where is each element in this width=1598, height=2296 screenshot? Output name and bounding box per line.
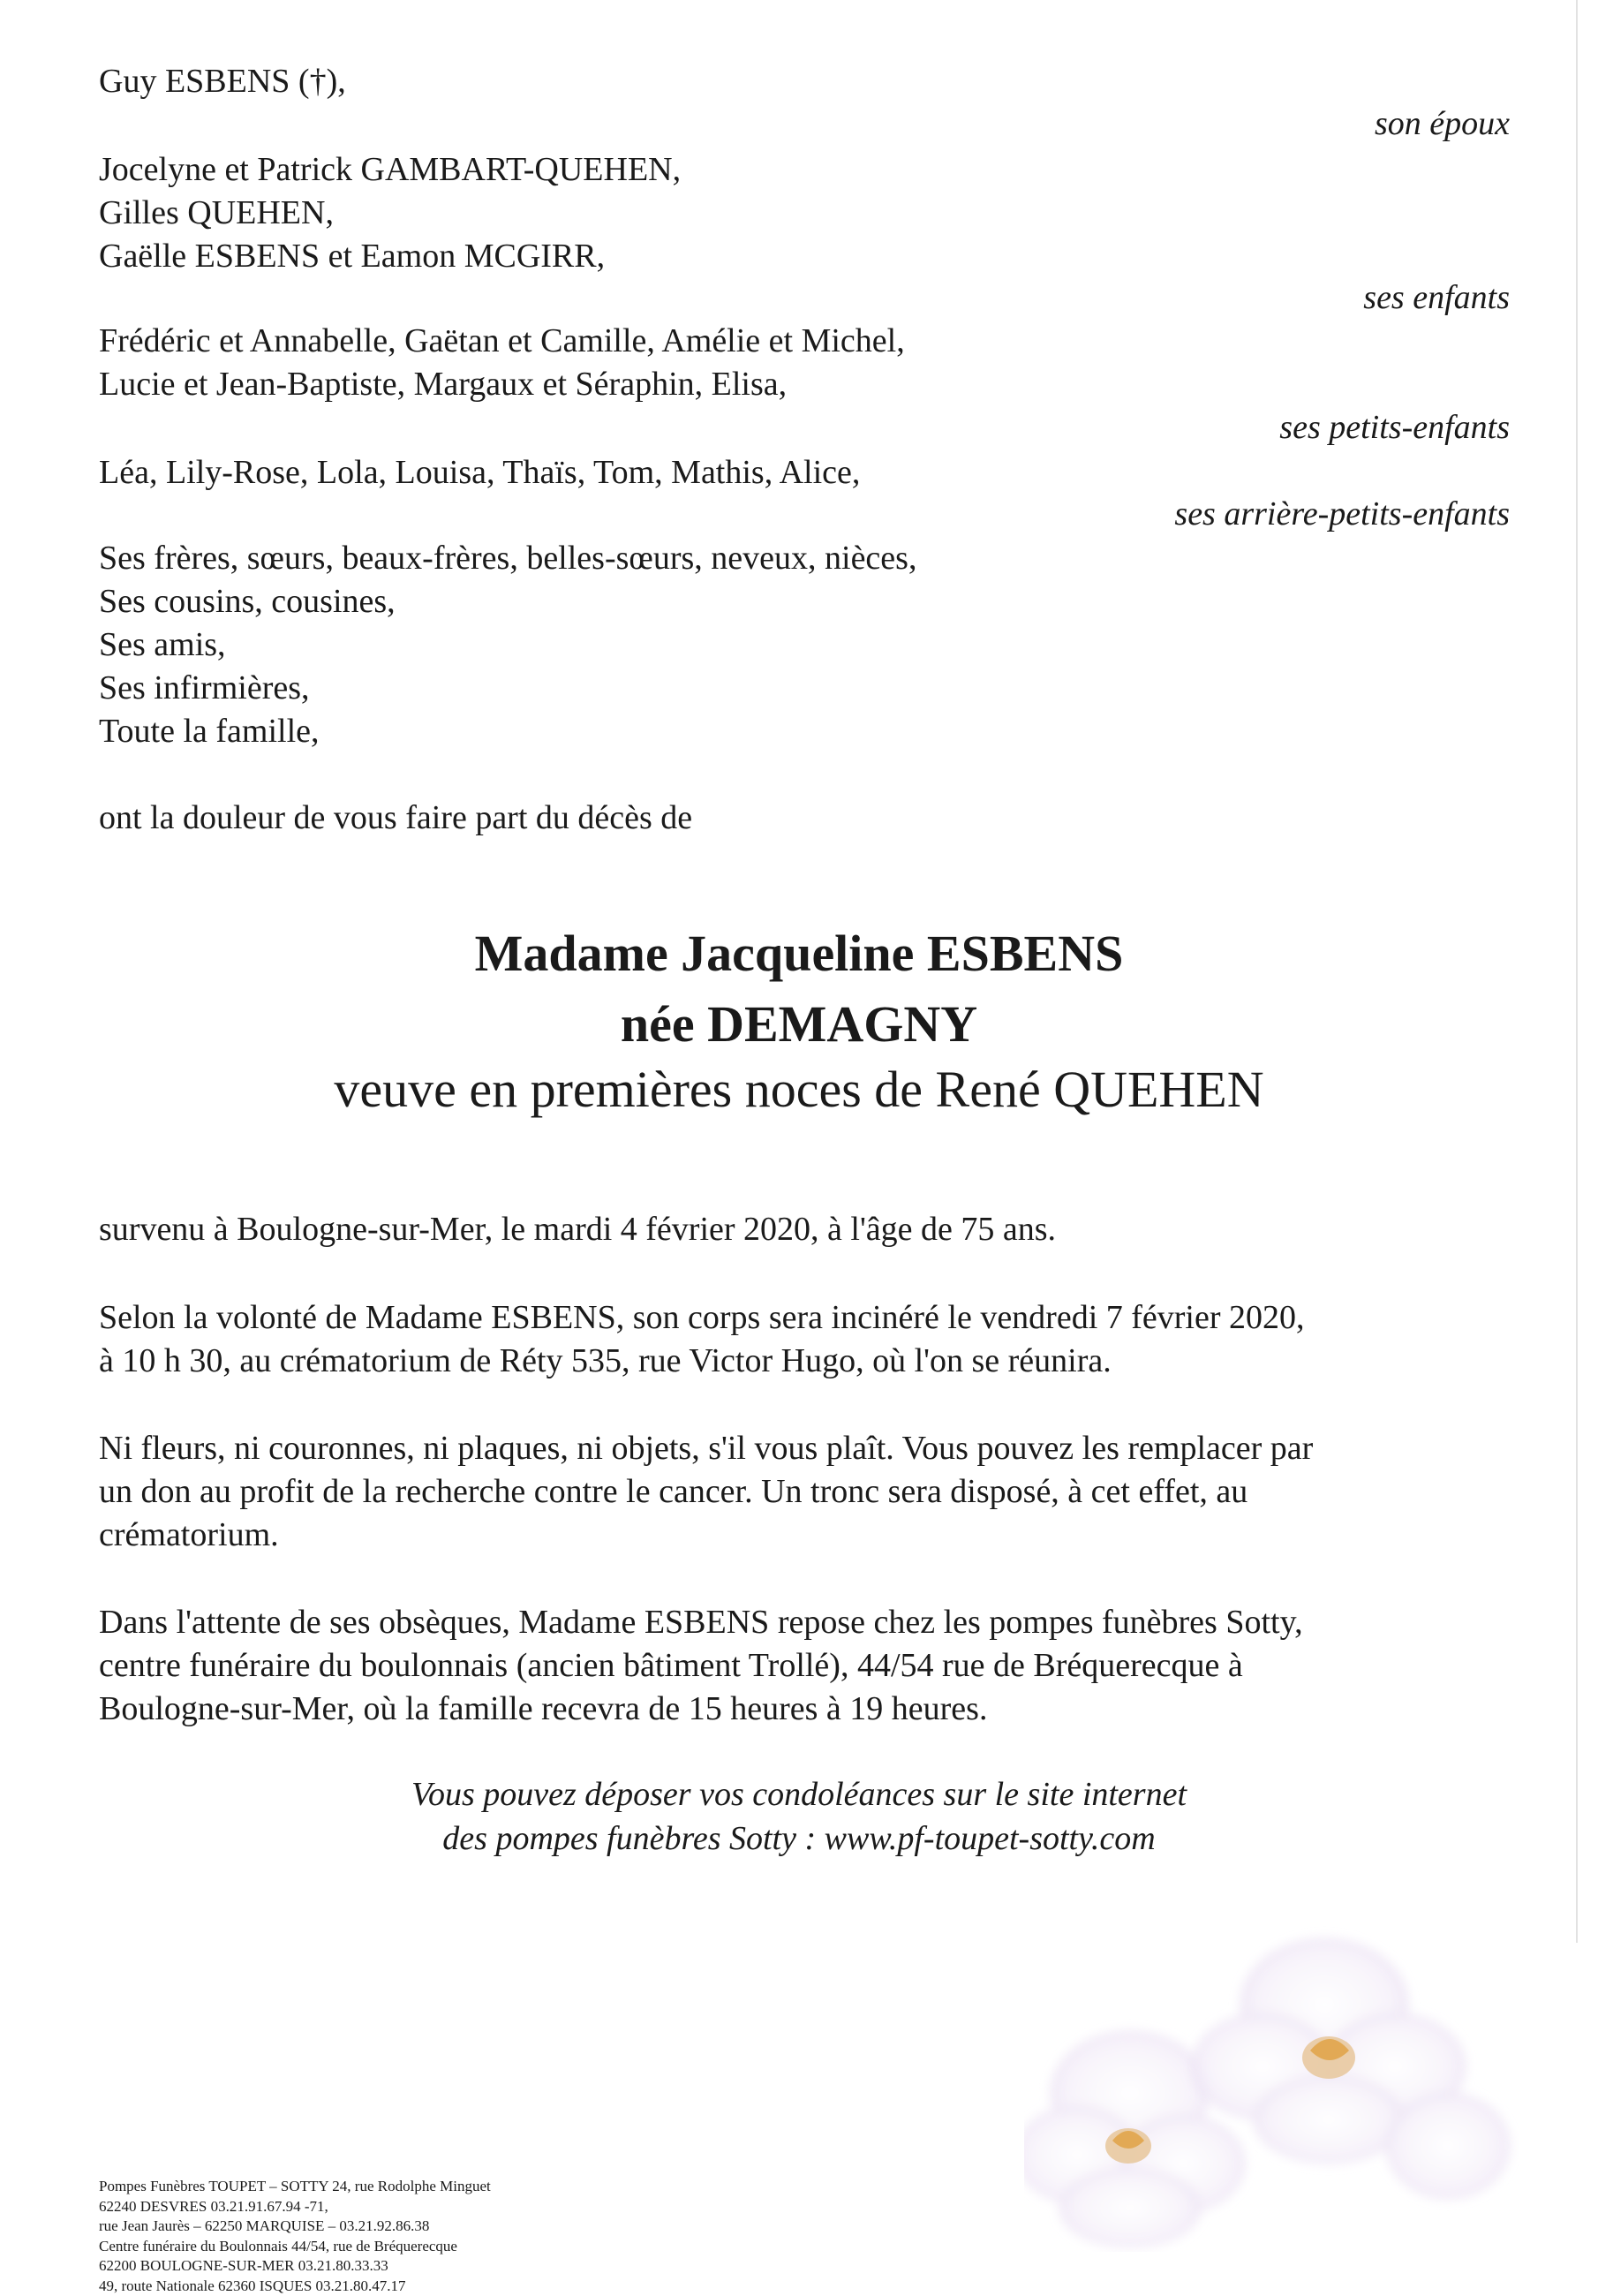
flowers-paragraph	[99, 1427, 1511, 1557]
contact-line: 49, route Nationale 62360 ISQUES 03.21.80.47.17	[99, 2277, 491, 2296]
grandchildren-role: ses petits-enfants	[1279, 408, 1510, 447]
flowers-line: Ni fleurs, ni couronnes, ni plaques, ni objets, s'il vous plaît. Vous pouvez les remplacer par	[99, 1427, 1511, 1470]
orchid-right-center	[1302, 2036, 1355, 2079]
contact-line: 62240 DESVRES 03.21.91.67.94 -71,	[99, 2197, 491, 2217]
child-line: Gaëlle ESBENS et Eamon MCGIRR,	[99, 235, 681, 278]
funeral-home-contact	[99, 2177, 491, 2296]
grandchild-line: Lucie et Jean-Baptiste, Margaux et Séraphin, Elisa,	[99, 363, 905, 406]
condolences-line: Vous pouvez déposer vos condoléances sur le site internet	[0, 1772, 1598, 1816]
announcement-text: ont la douleur de vous faire part du décès de	[99, 797, 692, 840]
condolences-line: des pompes funèbres Sotty : www.pf-toupet-sotty.com	[0, 1816, 1598, 1861]
contact-line: Centre funéraire du Boulonnais 44/54, rue de Bréquerecque	[99, 2237, 491, 2257]
ceremony-line: Selon la volonté de Madame ESBENS, son corps sera incinéré le vendredi 7 février 2020,	[99, 1296, 1511, 1340]
orchid-flowers-image	[1024, 1925, 1519, 2252]
great-grandchildren-role: ses arrière-petits-enfants	[1174, 495, 1510, 533]
contact-line: 62200 BOULOGNE-SUR-MER 03.21.80.33.33	[99, 2256, 491, 2277]
death-info-line: survenu à Boulogne-sur-Mer, le mardi 4 février 2020, à l'âge de 75 ans.	[99, 1208, 1511, 1251]
deceased-maiden-name: née DEMAGNY	[0, 994, 1598, 1054]
viewing-line: Dans l'attente de ses obsèques, Madame ESBENS repose chez les pompes funèbres Sotty,	[99, 1601, 1511, 1644]
contact-line: rue Jean Jaurès – 62250 MARQUISE – 03.21.92.86.38	[99, 2217, 491, 2237]
relatives-line: Toute la famille,	[99, 710, 916, 753]
viewing-line: Boulogne-sur-Mer, où la famille recevra de 15 heures à 19 heures.	[99, 1688, 1511, 1731]
flowers-line: crématorium.	[99, 1514, 1511, 1557]
flowers-line: un don au profit de la recherche contre le cancer. Un tronc sera disposé, à cet effet, au	[99, 1470, 1511, 1514]
death-info-paragraph	[99, 1208, 1511, 1251]
child-line: Gilles QUEHEN,	[99, 192, 681, 235]
deceased-name: Madame Jacqueline ESBENS	[0, 924, 1598, 983]
child-line: Jocelyne et Patrick GAMBART-QUEHEN,	[99, 148, 681, 192]
children-list	[99, 148, 681, 278]
contact-line: Pompes Funèbres TOUPET – SOTTY 24, rue Rodolphe Minguet	[99, 2177, 491, 2197]
relatives-line: Ses amis,	[99, 623, 916, 667]
relatives-line: Ses cousins, cousines,	[99, 580, 916, 623]
great-grandchildren-line: Léa, Lily-Rose, Lola, Louisa, Thaïs, Tom, Mathis, Alice,	[99, 451, 860, 495]
relatives-line: Ses infirmières,	[99, 667, 916, 710]
spouse-line: Guy ESBENS (†),	[99, 60, 346, 103]
ceremony-paragraph	[99, 1296, 1511, 1383]
grandchildren-list	[99, 320, 905, 406]
relatives-list	[99, 537, 916, 753]
grandchild-line: Frédéric et Annabelle, Gaëtan et Camille, Amélie et Michel,	[99, 320, 905, 363]
children-role: ses enfants	[1363, 278, 1510, 317]
relatives-line: Ses frères, sœurs, beaux-frères, belles-sœurs, neveux, nièces,	[99, 537, 916, 580]
ceremony-line: à 10 h 30, au crématorium de Réty 535, rue Victor Hugo, où l'on se réunira.	[99, 1340, 1511, 1383]
viewing-paragraph	[99, 1601, 1511, 1731]
orchid-left-center	[1105, 2128, 1151, 2164]
spouse-role: son époux	[1375, 104, 1510, 143]
viewing-line: centre funéraire du boulonnais (ancien bâtiment Trollé), 44/54 rue de Bréquerecque à	[99, 1644, 1511, 1688]
deceased-widow-line: veuve en premières noces de René QUEHEN	[0, 1060, 1598, 1119]
condolences-note	[0, 1772, 1598, 1861]
